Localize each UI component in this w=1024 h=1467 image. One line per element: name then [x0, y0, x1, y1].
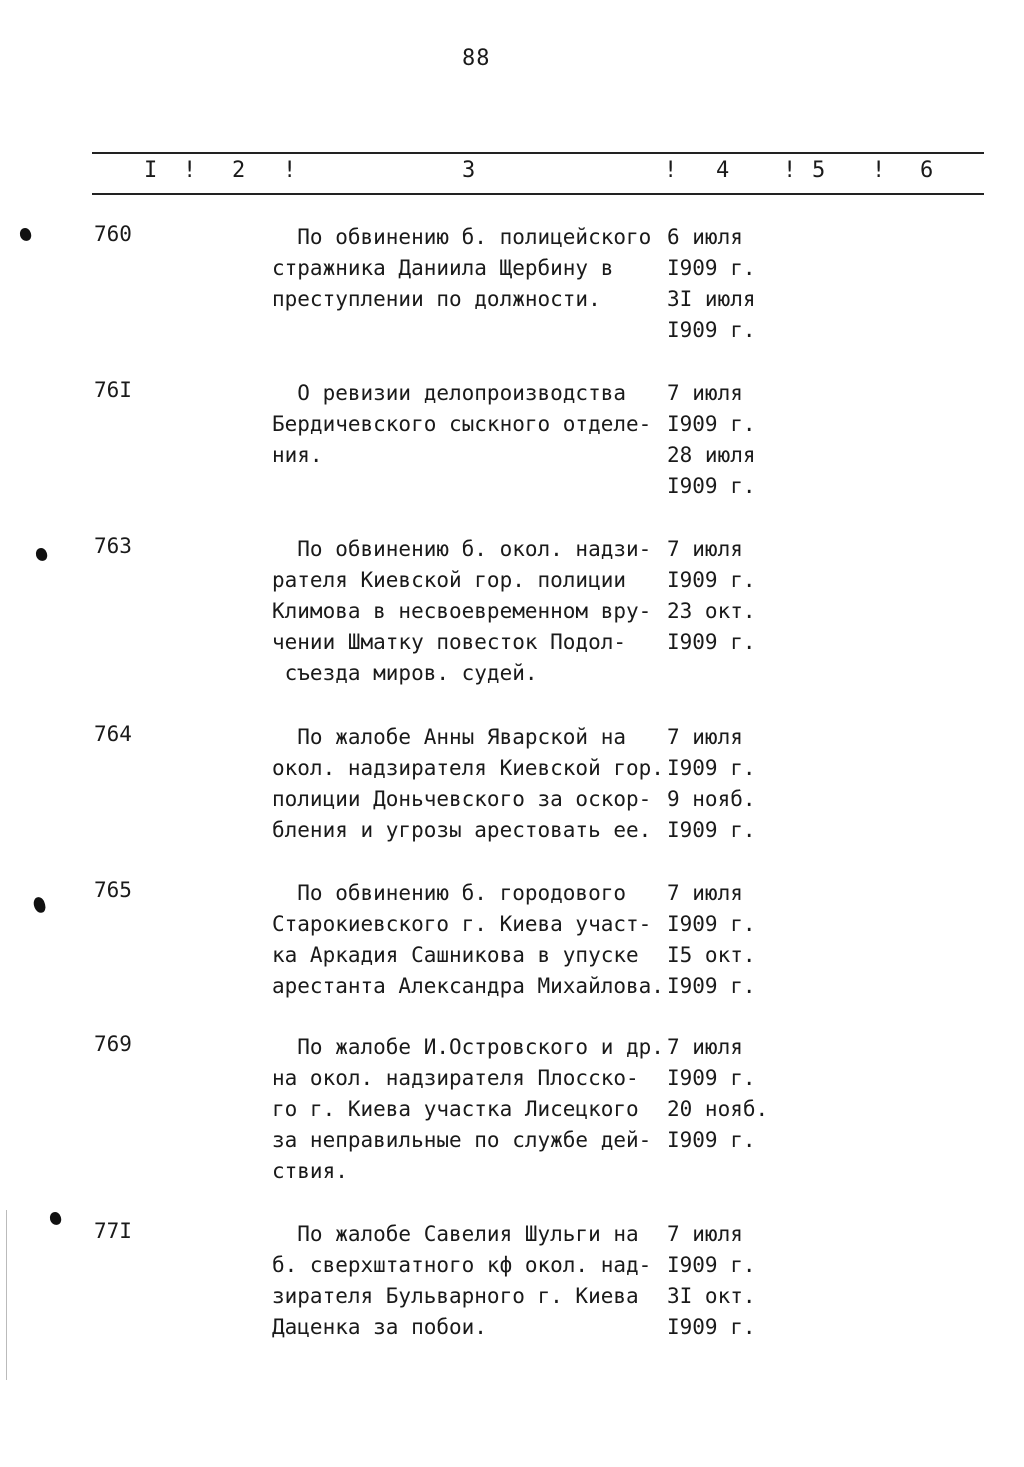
header-col-3: 3 — [462, 158, 476, 183]
table-header — [0, 158, 1024, 188]
header-separator: ! — [783, 158, 797, 183]
case-number: 765 — [94, 878, 132, 902]
case-number: 77I — [94, 1219, 132, 1243]
header-col-4: 4 — [716, 158, 730, 183]
header-separator: ! — [283, 158, 297, 183]
page-number: 88 — [462, 46, 491, 71]
case-number: 76I — [94, 378, 132, 402]
case-number: 769 — [94, 1032, 132, 1056]
table-header-rule — [92, 193, 984, 195]
header-col-1: I — [144, 158, 158, 183]
case-description: По жалобе И.Островского и др. на окол. надзирателя Плосско- го г. Киева участка Лисецкого за неправильные по службе дей- ствия. — [272, 1035, 664, 1183]
case-dates: 7 июля I909 г. 28 июля I909 г. — [667, 381, 756, 498]
case-dates: 6 июля I909 г. 3I июля I909 г. — [667, 225, 756, 342]
case-number: 763 — [94, 534, 132, 558]
case-description: По обвинению б. полицейского стражника Даниила Щербину в преступлении по должности. — [272, 225, 652, 311]
header-col-6: 6 — [920, 158, 934, 183]
case-number: 764 — [94, 722, 132, 746]
case-dates: 7 июля I909 г. 20 нояб. I909 г. — [667, 1035, 769, 1152]
header-col-2: 2 — [232, 158, 246, 183]
binder-hole-mark — [32, 896, 47, 914]
header-col-5: 5 — [812, 158, 826, 183]
case-description: О ревизии делопроизводства Бердичевского сыскного отделе- ния. — [272, 381, 652, 467]
case-description: По жалобе Анны Яварской на окол. надзирателя Киевской гор. полиции Доньчевского за оскор- бления и угрозы арестовать ее. — [272, 725, 664, 842]
case-dates: 7 июля I909 г. I5 окт. I909 г. — [667, 881, 756, 998]
header-separator: ! — [664, 158, 678, 183]
binder-hole-mark — [35, 547, 49, 562]
case-dates: 7 июля I909 г. 3I окт. I909 г. — [667, 1222, 756, 1339]
case-dates: 7 июля I909 г. 9 нояб. I909 г. — [667, 725, 756, 842]
case-number: 760 — [94, 222, 132, 246]
case-description: По обвинению б. городового Старокиевского г. Киева участ- ка Аркадия Сашникова в упуске арестанта Александра Михайлова. — [272, 881, 664, 998]
binder-hole-mark — [49, 1211, 63, 1226]
table-top-rule — [92, 152, 984, 154]
case-description: По обвинению б. окол. надзи- рателя Киевской гор. полиции Климова в несвоевременном вру- чении Шматку повесток Подол- съезда миров. судей. — [272, 537, 652, 685]
header-separator: ! — [183, 158, 197, 183]
binder-hole-mark — [19, 227, 33, 242]
case-dates: 7 июля I909 г. 23 окт. I909 г. — [667, 537, 756, 654]
scan-margin-line — [6, 1210, 7, 1380]
header-separator: ! — [872, 158, 886, 183]
case-description: По жалобе Савелия Шульги на б. сверхштатного кф окол. над- зирателя Бульварного г. Киева Даценка за побои. — [272, 1222, 652, 1339]
